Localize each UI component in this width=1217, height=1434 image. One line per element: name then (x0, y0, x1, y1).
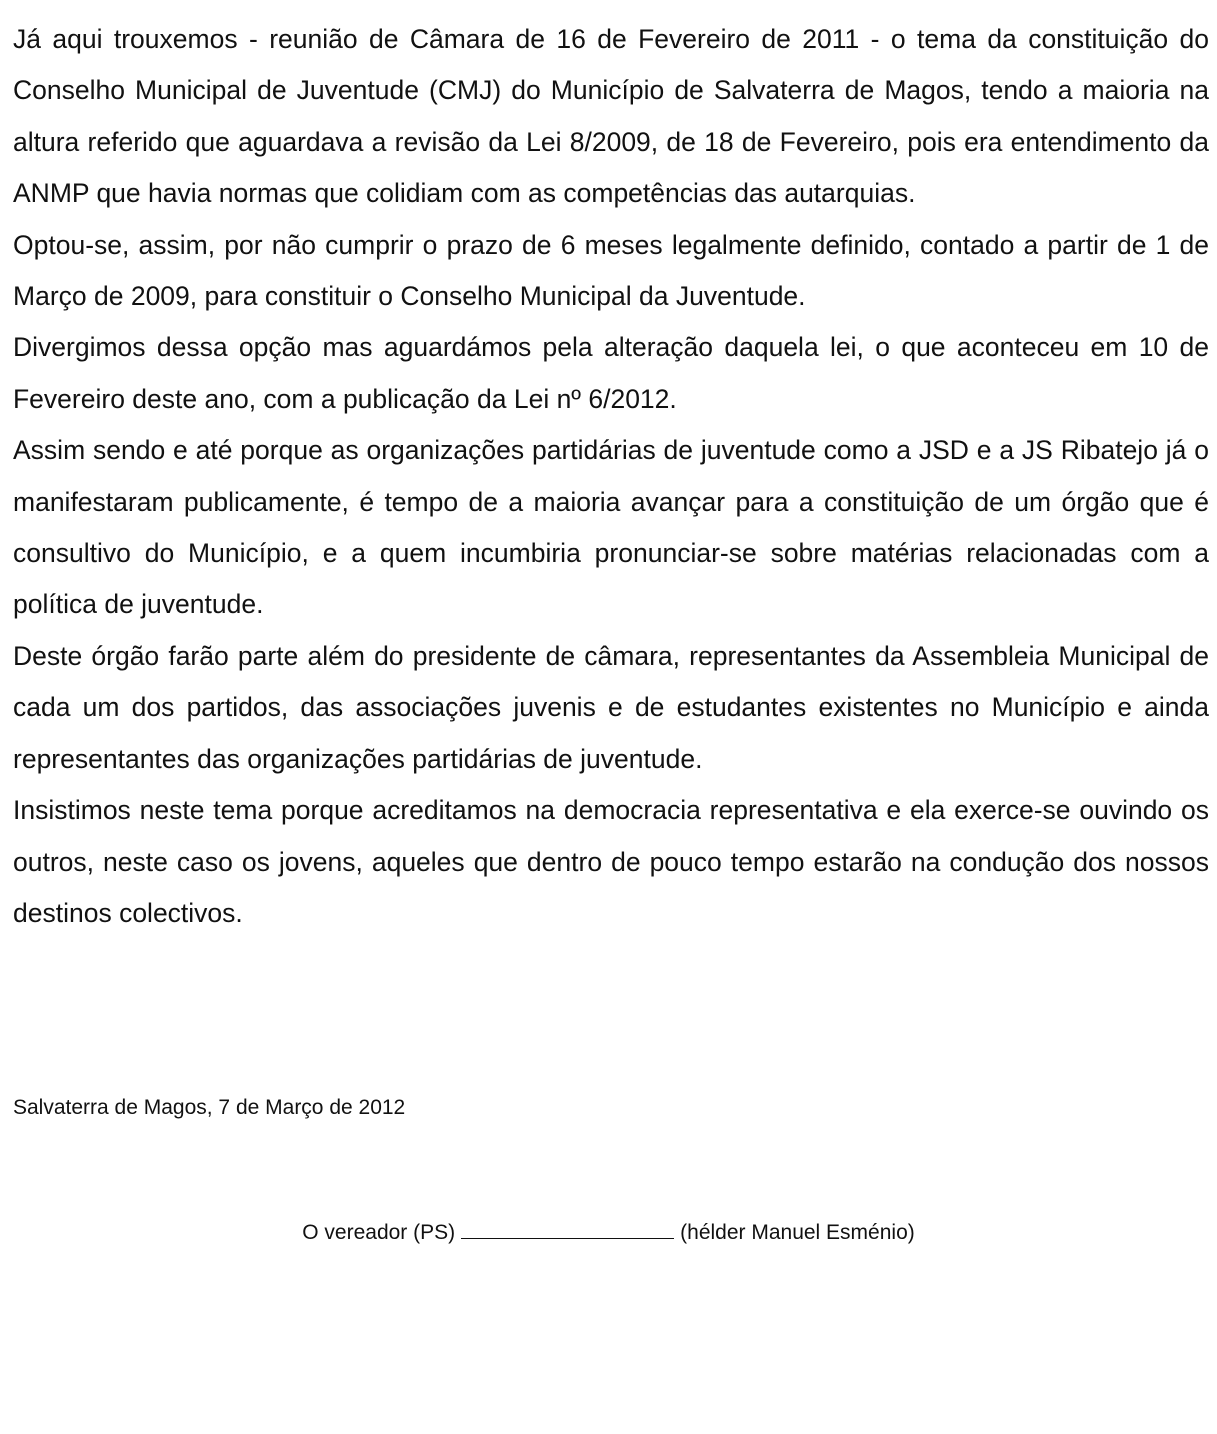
paragraph: Divergimos dessa opção mas aguardámos pela alteração daquela lei, o que aconteceu em 10 de Fevereiro deste ano, com a publicação da Lei nº 6/2012. (13, 332, 1209, 414)
signature-line (0, 1219, 1217, 1247)
paragraph: Deste órgão farão parte além do presidente de câmara, representantes da Assembleia Municipal de cada um dos partidos, das associações juvenis e de estudantes existentes no Município e ainda representantes das organizações partidárias de juventude. (13, 640, 1209, 774)
paragraph: Insistimos neste tema porque acreditamos na democracia representativa e ela exerce-se ouvindo os outros, neste caso os jovens, aqueles que dentro de pouco tempo estarão na condução dos nossos destinos colectivos. (13, 795, 1209, 928)
paragraph: Optou-se, assim, por não cumprir o prazo de 6 meses legalmente definido, contado a partir de 1 de Março de 2009, para constituir o Conselho Municipal da Juventude. (13, 229, 1209, 312)
place-date: Salvaterra de Magos, 7 de Março de 2012 (13, 1096, 406, 1119)
paragraph: Assim sendo e até porque as organizações partidárias de juventude como a JSD e a JS Ribatejo já o manifestaram publicamente, é tempo de a maioria avançar para a constituição de um órgão que é consultivo do Município, e a quem incumbiria pronunciar-se sobre matérias relacionadas com a política de juventude. (13, 435, 1209, 620)
signature-name: (hélder Manuel Esménio) (680, 1221, 915, 1244)
paragraph: Já aqui trouxemos - reunião de Câmara de 16 de Fevereiro de 2011 - o tema da constituição do Conselho Municipal de Juventude (CMJ) do Município de Salvaterra de Magos, tendo a maioria na altura referido que aguardava a revisão da Lei 8/2009, de 18 de Fevereiro, pois era entendimento da ANMP que havia normas que colidiam com as competências das autarquias. (13, 24, 1209, 209)
signature-prefix: O vereador (PS) (302, 1221, 456, 1244)
document-body (13, 14, 1209, 939)
signature-blank (461, 1220, 674, 1239)
